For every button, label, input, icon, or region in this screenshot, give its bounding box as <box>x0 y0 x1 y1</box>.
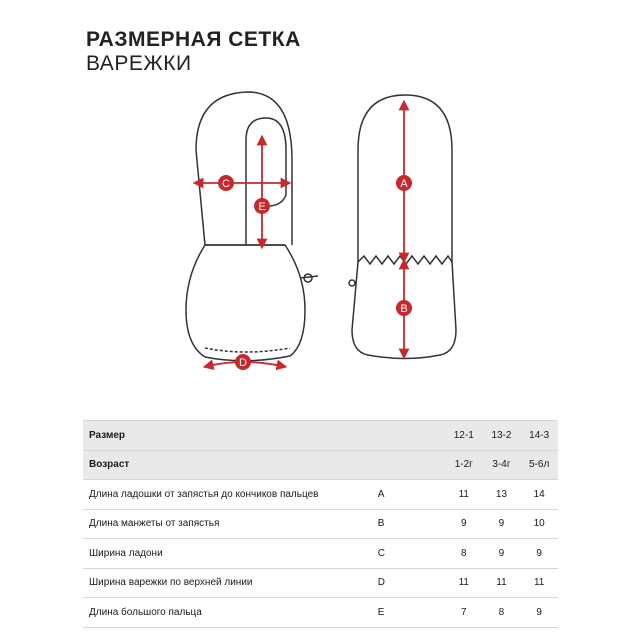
table-row <box>83 568 558 598</box>
row-value: 11 <box>483 568 521 598</box>
row-code: E <box>378 598 445 628</box>
size-row-label: Размер <box>83 421 378 451</box>
row-value: 13 <box>483 480 521 510</box>
row-code: C <box>378 539 445 569</box>
row-value: 9 <box>520 598 558 628</box>
marker-c-label: C <box>222 178 230 190</box>
row-label: Ширина варежки по верхней линии <box>83 568 378 598</box>
marker-e-label: E <box>258 201 266 213</box>
age-value: 5-6л <box>520 450 558 480</box>
row-label: Ширина ладони <box>83 539 378 569</box>
age-value: 3-4г <box>483 450 521 480</box>
row-value: 8 <box>483 598 521 628</box>
row-label: Длина ладошки от запястья до кончиков пальцев <box>83 480 378 510</box>
page-title: РАЗМЕРНАЯ СЕТКА <box>86 28 301 51</box>
measure-arrows-front <box>198 140 286 366</box>
row-code: B <box>378 509 445 539</box>
page-subtitle: ВАРЕЖКИ <box>86 52 192 75</box>
row-code: A <box>378 480 445 510</box>
marker-b <box>396 300 412 316</box>
table-row <box>83 598 558 628</box>
age-row-label: Возраст <box>83 450 378 480</box>
marker-b-label: B <box>400 303 408 315</box>
marker-d <box>235 354 251 370</box>
row-value: 9 <box>520 539 558 569</box>
marker-a-label: A <box>400 178 408 190</box>
marker-a <box>396 175 412 191</box>
row-value: 11 <box>520 568 558 598</box>
mitten-diagram <box>0 80 640 380</box>
row-code: D <box>378 568 445 598</box>
size-value: 12-1 <box>445 421 483 451</box>
age-value: 1-2г <box>445 450 483 480</box>
row-value: 7 <box>445 598 483 628</box>
row-label: Длина манжеты от запястья <box>83 509 378 539</box>
row-value: 9 <box>483 539 521 569</box>
row-label: Длина большого пальца <box>83 598 378 628</box>
table-row <box>83 480 558 510</box>
size-table <box>83 420 558 628</box>
row-value: 8 <box>445 539 483 569</box>
marker-c <box>218 175 234 191</box>
row-value: 14 <box>520 480 558 510</box>
row-value: 9 <box>483 509 521 539</box>
marker-d-label: D <box>239 357 247 369</box>
size-row <box>83 421 558 451</box>
marker-e <box>254 198 270 214</box>
row-value: 11 <box>445 568 483 598</box>
row-value: 11 <box>445 480 483 510</box>
mitten-back <box>349 95 456 359</box>
age-row <box>83 450 558 480</box>
table-row <box>83 539 558 569</box>
mitten-front <box>186 92 318 361</box>
size-value: 13-2 <box>483 421 521 451</box>
size-value: 14-3 <box>520 421 558 451</box>
row-value: 10 <box>520 509 558 539</box>
row-value: 9 <box>445 509 483 539</box>
table-row <box>83 509 558 539</box>
